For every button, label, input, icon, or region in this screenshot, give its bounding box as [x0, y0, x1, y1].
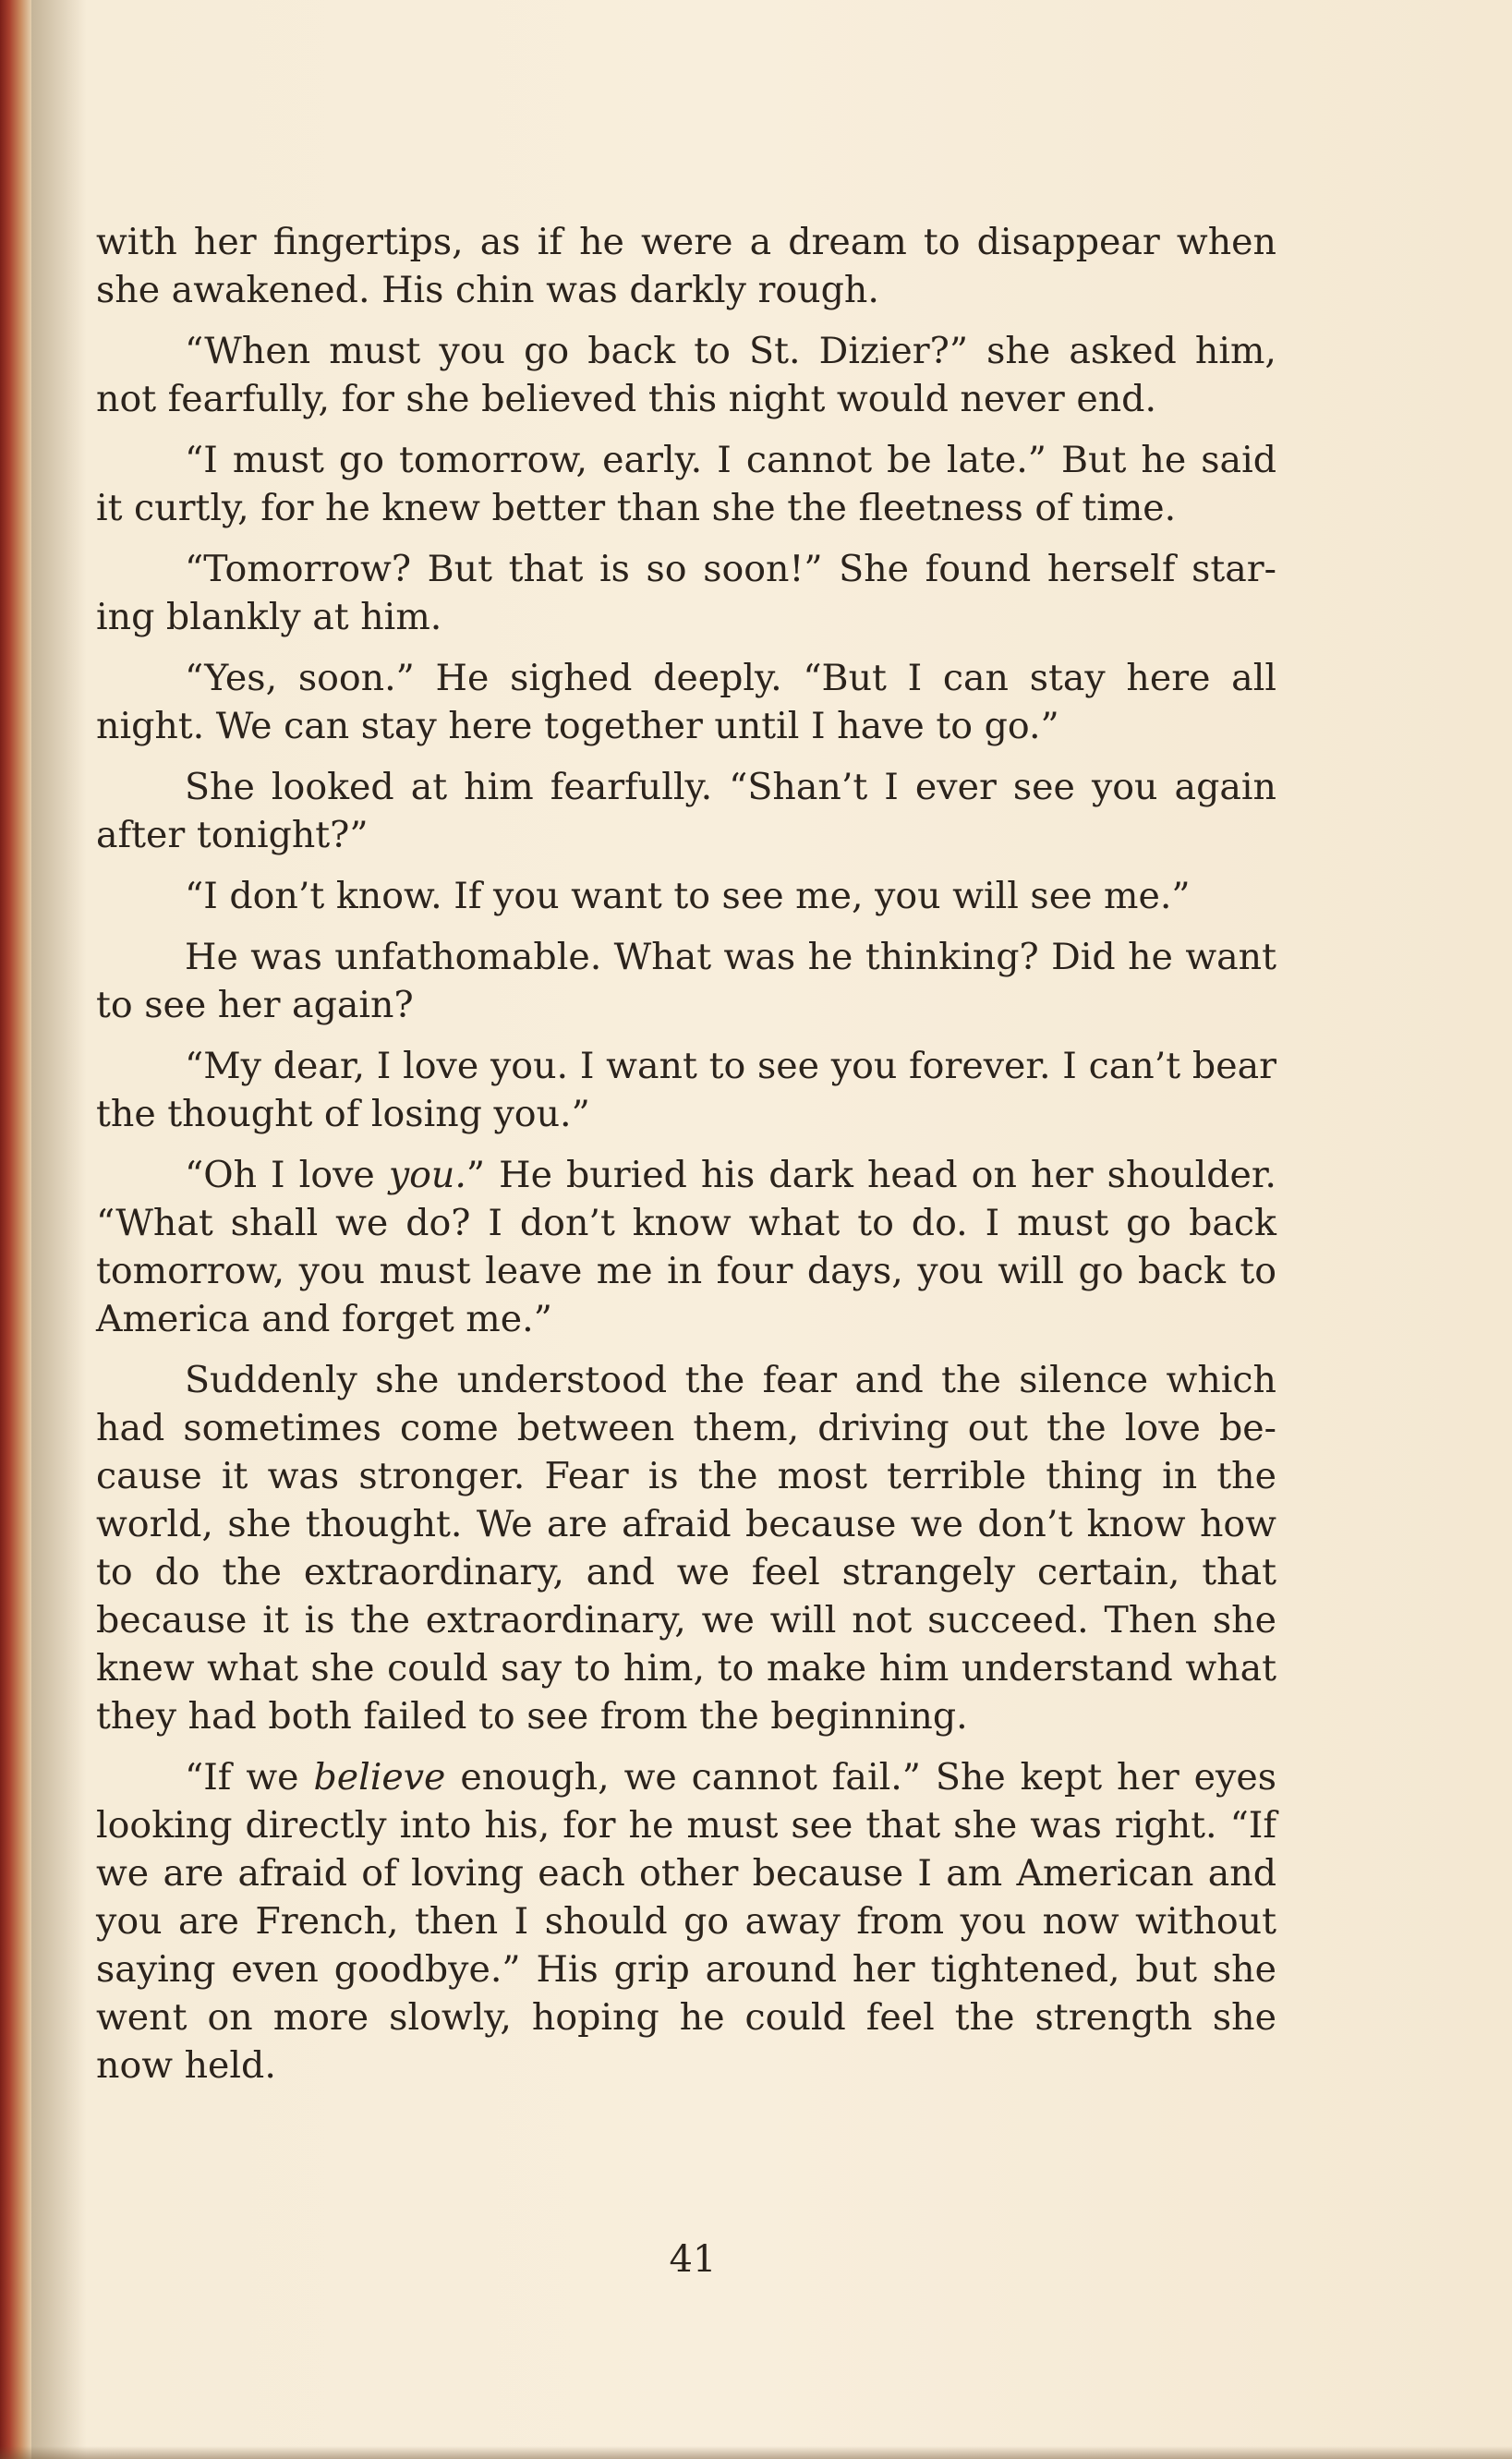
paragraph-4: “Tomorrow? But that is so soon!” She found herself star-ing blankly at him. [96, 548, 1276, 638]
page-number: 41 [669, 2238, 717, 2281]
paragraph-11: Suddenly she understood the fear and the silence which had sometimes come between them, driving out the love be-cause it was stronger. Fear is the most terrible thing in the world, she thought. We are afraid because we don’t know how to do the extraordinary, and we feel strangely certain, that because it is the extraordinary, we will not succeed. Then she knew what she could say to him, to make him understand what they had both failed to see from the beginning. [96, 1359, 1276, 1738]
paragraph-2: “When must you go back to St. Dizier?” she asked him, not fearfully, for she believed this night would never end. [96, 330, 1276, 420]
page-bottom-edge [0, 2446, 1512, 2459]
paragraph-7: “I don’t know. If you want to see me, you will see me.” [185, 875, 1191, 917]
paragraph-12-emphasis: believe [313, 1756, 446, 1799]
paragraph-9: “My dear, I love you. I want to see you forever. I can’t bear the thought of losing you.” [96, 1045, 1276, 1135]
book-spine-edge [0, 0, 31, 2459]
paragraph-12-after: enough, we cannot fail.” She kept her eyes looking directly into his, for he must see that she was right. “If we are afraid of loving each other because I am American and you are French, then I should go away from you now without saying even goodbye.” His grip around her tightened, but she went on more slowly, hoping he could feel the strength she now held. [96, 1756, 1276, 2087]
body-text [96, 218, 1276, 2102]
paragraph-3: “I must go tomorrow, early. I cannot be late.” But he said it curtly, for he knew better than she the fleetness of time. [96, 439, 1276, 529]
gutter-shadow [31, 0, 87, 2459]
paragraph-10-after: ” He buried his dark head on her shoulder. “What shall we do? I don’t know what to do. I must go back tomorrow, you must leave me in four days, you will go back to America and forget me.” [96, 1154, 1276, 1340]
paragraph-8: He was unfathomable. What was he thinking? Did he want to see her again? [96, 936, 1276, 1026]
paragraph-6: She looked at him fearfully. “Shan’t I ever see you again after tonight?” [96, 766, 1276, 856]
paragraph-10-before: “Oh I love [185, 1154, 389, 1196]
paragraph-12-before: “If we [185, 1756, 314, 1799]
paragraph-12 [96, 1753, 1276, 2090]
paragraph-1: with her fingertips, as if he were a dream to disappear when she awakened. His chin was darkly rough. [96, 221, 1276, 311]
paragraph-5: “Yes, soon.” He sighed deeply. “But I can stay here all night. We can stay here together until I have to go.” [96, 657, 1276, 747]
paragraph-10-emphasis: you. [388, 1154, 466, 1196]
paragraph-10 [96, 1151, 1276, 1343]
